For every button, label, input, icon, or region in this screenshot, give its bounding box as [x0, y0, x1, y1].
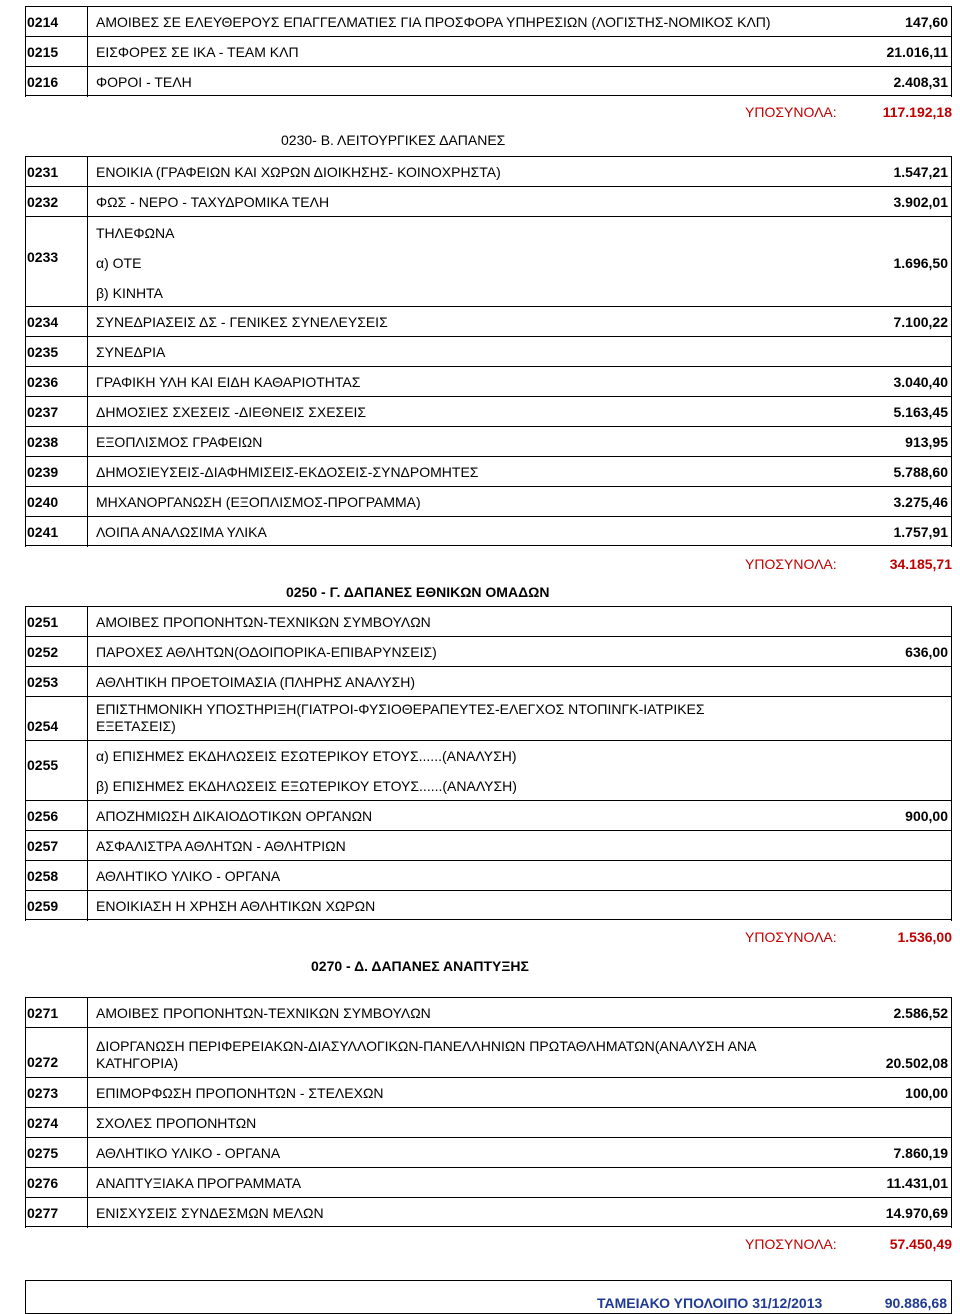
row-code: 0241	[27, 524, 59, 540]
row-line: ΤΗΛΕΦΩΝΑ	[96, 225, 175, 241]
row-code: 0257	[27, 838, 59, 854]
row-amount: 636,00	[905, 644, 948, 660]
row-amount: 3.040,40	[893, 374, 948, 390]
divider	[87, 427, 88, 457]
divider	[87, 187, 88, 217]
row-code: 0253	[27, 674, 59, 690]
divider	[87, 607, 88, 637]
row-description: ΣΧΟΛΕΣ ΠΡΟΠΟΝΗΤΩΝ	[96, 1115, 257, 1131]
divider	[87, 7, 88, 37]
row-line: α) ΕΠΙΣΗΜΕΣ ΕΚΔΗΛΩΣΕΙΣ ΕΣΩΤΕΡΙΚΟΥ ΕΤΟΥΣ......(ΑΝΑΛΥΣΗ)	[96, 748, 517, 764]
row-code: 0252	[27, 644, 59, 660]
table-row	[25, 426, 952, 456]
table-row	[25, 336, 952, 366]
row-description: ΣΥΝΕΔΡΙΑ	[96, 344, 166, 360]
table-row	[25, 186, 952, 216]
divider	[87, 637, 88, 667]
row-code: 0214	[27, 14, 59, 30]
row-amount: 2.586,52	[893, 1005, 948, 1021]
subtotal-value: 1.536,00	[897, 929, 952, 945]
table-row	[25, 636, 952, 666]
row-line: ΕΞΕΤΑΣΕΙΣ)	[96, 718, 176, 734]
border-left	[25, 606, 26, 921]
row-description: ΑΣΦΑΛΙΣΤΡΑ ΑΘΛΗΤΩΝ - ΑΘΛΗΤΡΙΩΝ	[96, 838, 346, 854]
table-row	[25, 800, 952, 830]
divider	[87, 1138, 88, 1168]
row-code: 0236	[27, 374, 59, 390]
divider	[87, 457, 88, 487]
row-code: 0275	[27, 1145, 59, 1161]
divider	[87, 998, 88, 1028]
row-description: ΕΝΟΙΚΙΑΣΗ Η ΧΡΗΣΗ ΑΘΛΗΤΙΚΩΝ ΧΩΡΩΝ	[96, 898, 376, 914]
row-description: ΔΗΜΟΣΙΕΥΣΕΙΣ-ΔΙΑΦΗΜΙΣΕΙΣ-ΕΚΔΟΣΕΙΣ-ΣΥΝΔΡΟΜΗΤΕΣ	[96, 464, 479, 480]
divider	[87, 801, 88, 831]
border-right	[951, 6, 952, 97]
row-amount: 100,00	[905, 1085, 948, 1101]
table-row	[25, 456, 952, 486]
divider	[87, 157, 88, 187]
row-line: β) ΕΠΙΣΗΜΕΣ ΕΚΔΗΛΩΣΕΙΣ ΕΞΩΤΕΡΙΚΟΥ ΕΤΟΥΣ......(ΑΝΑΛΥΣΗ)	[96, 778, 517, 794]
row-line: ΔΙΟΡΓΑΝΩΣΗ ΠΕΡΙΦΕΡΕΙΑΚΩΝ-ΔΙΑΣΥΛΛΟΓΙΚΩΝ-ΠΑΝΕΛΛΗΝΙΩΝ ΠΡΩΤΑΘΛΗΜΑΤΩΝ(ΑΝΑΛΥΣΗ ΑΝΑ	[96, 1038, 757, 1054]
row-description: ΦΩΣ - ΝΕΡΟ - ΤΑΧΥΔΡΟΜΙΚΑ ΤΕΛΗ	[96, 194, 330, 210]
row-description: ΜΗΧΑΝΟΡΓΑΝΩΣΗ (ΕΞΟΠΛΙΣΜΟΣ-ΠΡΟΓΡΑΜΜΑ)	[96, 494, 421, 510]
table-row	[25, 860, 952, 890]
table-row	[25, 516, 952, 546]
table-row	[25, 156, 952, 186]
row-description: ΛΟΙΠΑ ΑΝΑΛΩΣΙΜΑ ΥΛΙΚΑ	[96, 524, 267, 540]
table-row	[25, 396, 952, 426]
subtotal-value: 117.192,18	[882, 104, 952, 120]
border-right	[951, 156, 952, 547]
row-code: 0231	[27, 164, 59, 180]
subtotal-label: ΥΠΟΣΥΝΟΛΑ:	[745, 929, 837, 945]
table-row	[25, 216, 952, 306]
final-balance-value: 90.886,68	[884, 1295, 947, 1311]
divider	[87, 891, 88, 921]
row-amount: 11.431,01	[886, 1175, 948, 1191]
section-title-b: 0230- Β. ΛΕΙΤΟΥΡΓΙΚΕΣ ΔΑΠΑΝΕΣ	[281, 132, 506, 148]
table-row	[25, 997, 952, 1027]
row-amount: 14.970,69	[885, 1205, 948, 1221]
row-description: ΓΡΑΦΙΚΗ ΥΛΗ ΚΑΙ ΕΙΔΗ ΚΑΘΑΡΙΟΤΗΤΑΣ	[96, 374, 361, 390]
row-amount: 1.696,50	[893, 255, 948, 271]
row-code: 0238	[27, 434, 59, 450]
row-description: ΑΘΛΗΤΙΚΗ ΠΡΟΕΤΟΙΜΑΣΙΑ (ΠΛΗΡΗΣ ΑΝΑΛΥΣΗ)	[96, 674, 415, 690]
divider	[87, 217, 88, 307]
row-amount: 1.547,21	[893, 164, 948, 180]
row-description: ΠΑΡΟΧΕΣ ΑΘΛΗΤΩΝ(ΟΔΟΙΠΟΡΙΚΑ-ΕΠΙΒΑΡΥΝΣΕΙΣ)	[96, 644, 437, 660]
row-code: 0277	[27, 1205, 59, 1221]
divider	[87, 741, 88, 801]
table-row	[25, 486, 952, 516]
divider	[87, 1028, 88, 1078]
row-description: ΑΠΟΖΗΜΙΩΣΗ ΔΙΚΑΙΟΔΟΤΙΚΩΝ ΟΡΓΑΝΩΝ	[96, 808, 373, 824]
divider	[87, 397, 88, 427]
table-row	[25, 606, 952, 636]
row-description: ΑΜΟΙΒΕΣ ΠΡΟΠΟΝΗΤΩΝ-ΤΕΧΝΙΚΩΝ ΣΥΜΒΟΥΛΩΝ	[96, 614, 431, 630]
row-description: ΕΞΟΠΛΙΣΜΟΣ ΓΡΑΦΕΙΩΝ	[96, 434, 263, 450]
row-code: 0271	[27, 1005, 59, 1021]
table-row	[25, 306, 952, 336]
divider	[87, 487, 88, 517]
row-code: 0255	[27, 757, 59, 773]
row-amount: 147,60	[905, 14, 948, 30]
row-code: 0276	[27, 1175, 59, 1191]
row-line: ΚΑΤΗΓΟΡΙΑ)	[96, 1055, 179, 1071]
section-title-d: 0270 - Δ. ΔΑΠΑΝΕΣ ΑΝΑΠΤΥΞΗΣ	[311, 958, 529, 974]
row-code: 0240	[27, 494, 59, 510]
row-line: α) ΟΤΕ	[96, 255, 142, 271]
row-description: ΑΘΛΗΤΙΚΟ ΥΛΙΚΟ - ΟΡΓΑΝΑ	[96, 1145, 281, 1161]
divider	[87, 667, 88, 697]
subtotal-label: ΥΠΟΣΥΝΟΛΑ:	[745, 556, 837, 572]
divider	[87, 337, 88, 367]
table-row	[25, 1027, 952, 1077]
subtotal-value: 57.450,49	[889, 1236, 952, 1252]
final-balance-box	[25, 1280, 952, 1314]
row-code: 0234	[27, 314, 59, 330]
table-row	[25, 1197, 952, 1227]
divider	[87, 67, 88, 97]
row-code: 0235	[27, 344, 59, 360]
row-code: 0233	[27, 249, 59, 265]
row-amount: 1.757,91	[893, 524, 948, 540]
table-row	[25, 1077, 952, 1107]
subtotal-label: ΥΠΟΣΥΝΟΛΑ:	[745, 104, 837, 120]
row-amount: 7.100,22	[893, 314, 948, 330]
row-code: 0259	[27, 898, 59, 914]
row-description: ΑΜΟΙΒΕΣ ΠΡΟΠΟΝΗΤΩΝ-ΤΕΧΝΙΚΩΝ ΣΥΜΒΟΥΛΩΝ	[96, 1005, 431, 1021]
row-line: ΕΠΙΣΤΗΜΟΝΙΚΗ ΥΠΟΣΤΗΡΙΞΗ(ΓΙΑΤΡΟΙ-ΦΥΣΙΟΘΕΡΑΠΕΥΤΕΣ-ΕΛΕΓΧΟΣ ΝΤΟΠΙΝΓΚ-ΙΑΤΡΙΚΕΣ	[96, 701, 705, 717]
table-row	[25, 830, 952, 860]
row-code: 0216	[27, 74, 59, 90]
row-description: ΕΙΣΦΟΡΕΣ ΣΕ ΙΚΑ - ΤΕΑΜ ΚΛΠ	[96, 44, 299, 60]
row-description: ΦΟΡΟΙ - ΤΕΛΗ	[96, 74, 192, 90]
row-description: ΕΝΙΣΧΥΣΕΙΣ ΣΥΝΔΕΣΜΩΝ ΜΕΛΩΝ	[96, 1205, 324, 1221]
row-description: ΔΗΜΟΣΙΕΣ ΣΧΕΣΕΙΣ -ΔΙΕΘΝΕΙΣ ΣΧΕΣΕΙΣ	[96, 404, 367, 420]
row-code: 0239	[27, 464, 59, 480]
table-row	[25, 740, 952, 800]
divider	[87, 861, 88, 891]
border-left	[25, 997, 26, 1228]
row-code: 0258	[27, 868, 59, 884]
row-code: 0232	[27, 194, 59, 210]
table-row	[25, 696, 952, 740]
table-row	[25, 366, 952, 396]
table-row	[25, 666, 952, 696]
row-description: ΑΘΛΗΤΙΚΟ ΥΛΙΚΟ - ΟΡΓΑΝΑ	[96, 868, 281, 884]
border-right	[951, 997, 952, 1228]
row-code: 0273	[27, 1085, 59, 1101]
table-row	[25, 890, 952, 920]
section-title-c: 0250 - Γ. ΔΑΠΑΝΕΣ ΕΘΝΙΚΩΝ ΟΜΑΔΩΝ	[286, 584, 550, 600]
row-amount: 2.408,31	[893, 74, 948, 90]
row-description: ΑΜΟΙΒΕΣ ΣΕ ΕΛΕΥΘΕΡΟΥΣ ΕΠΑΓΓΕΛΜΑΤΙΕΣ ΓΙΑ ΠΡΟΣΦΟΡΑ ΥΠΗΡΕΣΙΩΝ (ΛΟΓΙΣΤΗΣ-ΝΟΜΙΚΟΣ ΚΛΠ)	[96, 14, 771, 30]
row-code: 0256	[27, 808, 59, 824]
row-description: ΕΠΙΜΟΡΦΩΣΗ ΠΡΟΠΟΝΗΤΩΝ - ΣΤΕΛΕΧΩΝ	[96, 1085, 384, 1101]
divider	[87, 307, 88, 337]
border-right	[951, 606, 952, 921]
subtotal-label: ΥΠΟΣΥΝΟΛΑ:	[745, 1236, 837, 1252]
table-row	[25, 66, 952, 96]
row-code: 0274	[27, 1115, 59, 1131]
divider	[87, 1108, 88, 1138]
divider	[87, 697, 88, 741]
table-row	[25, 36, 952, 66]
row-line: β) ΚΙΝΗΤΑ	[96, 285, 163, 301]
final-balance-label: ΤΑΜΕΙΑΚΟ ΥΠΟΛΟΙΠΟ 31/12/2013	[597, 1295, 823, 1311]
table-row	[25, 1167, 952, 1197]
row-amount: 900,00	[905, 808, 948, 824]
row-amount: 913,95	[905, 434, 948, 450]
row-amount: 7.860,19	[893, 1145, 948, 1161]
row-code: 0251	[27, 614, 59, 630]
row-amount: 3.275,46	[893, 494, 948, 510]
row-description: ΣΥΝΕΔΡΙΑΣΕΙΣ ΔΣ - ΓΕΝΙΚΕΣ ΣΥΝΕΛΕΥΣΕΙΣ	[96, 314, 388, 330]
divider	[87, 37, 88, 67]
table-row	[25, 1137, 952, 1167]
border-left	[25, 6, 26, 97]
divider	[87, 1198, 88, 1228]
row-amount: 20.502,08	[885, 1055, 948, 1071]
table-row	[25, 1107, 952, 1137]
divider	[87, 517, 88, 547]
divider	[87, 367, 88, 397]
divider	[87, 1078, 88, 1108]
row-description: ΑΝΑΠΤΥΞΙΑΚΑ ΠΡΟΓΡΑΜΜΑΤΑ	[96, 1175, 302, 1191]
row-amount: 5.788,60	[893, 464, 948, 480]
subtotal-value: 34.185,71	[889, 556, 952, 572]
table-row	[25, 6, 952, 36]
divider	[87, 831, 88, 861]
row-amount: 21.016,11	[886, 44, 948, 60]
row-code: 0254	[27, 718, 59, 734]
border-left	[25, 156, 26, 547]
row-amount: 5.163,45	[893, 404, 948, 420]
row-code: 0272	[27, 1054, 59, 1070]
row-description: ΕΝΟΙΚΙΑ (ΓΡΑΦΕΙΩΝ ΚΑΙ ΧΩΡΩΝ ΔΙΟΙΚΗΣΗΣ- ΚΟΙΝΟΧΡΗΣΤΑ)	[96, 164, 501, 180]
row-amount: 3.902,01	[893, 194, 948, 210]
row-code: 0237	[27, 404, 59, 420]
divider	[87, 1168, 88, 1198]
row-code: 0215	[27, 44, 59, 60]
